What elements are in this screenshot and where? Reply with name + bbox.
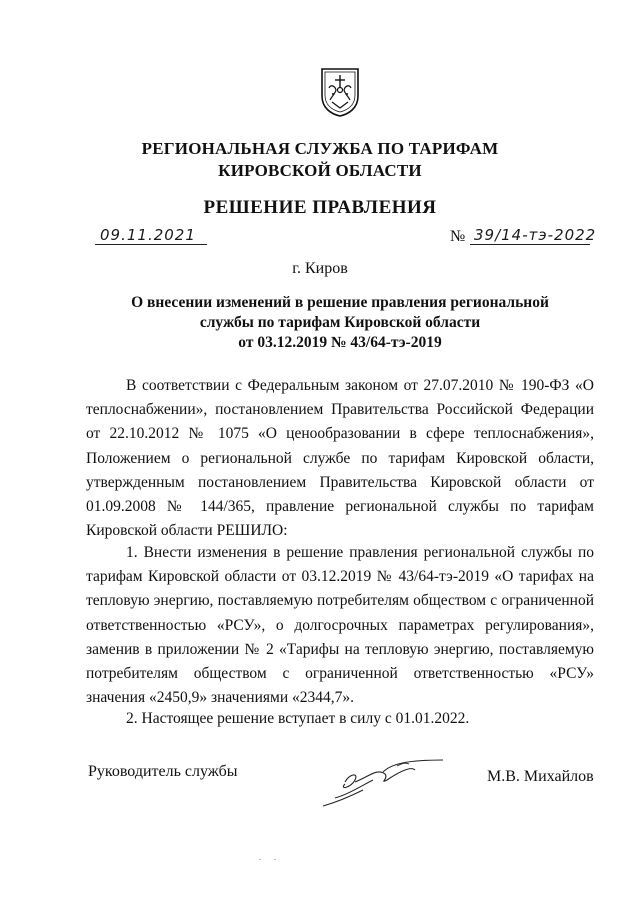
coat-of-arms-icon	[319, 66, 361, 118]
document-number: 39/14-тэ-2022	[474, 226, 597, 244]
number-underline	[470, 244, 590, 245]
document-date: 09.11.2021	[100, 226, 196, 244]
document-subject	[120, 293, 560, 353]
document-type-title: РЕШЕНИЕ ПРАВЛЕНИЯ	[203, 197, 437, 218]
subject-line3: от 03.12.2019 № 43/64-тэ-2019	[238, 334, 442, 351]
signature-image	[315, 752, 455, 812]
decision-item-1: 1. Внести изменения в решение правления региональной службы по тарифам Кировской области от 03.12.2019 № 43/64-тэ-2019 «О тарифах на тепловую энергию, поставляемую потребителям обществом с ограниченной ответственностью «РСУ», о долгосрочных параметрах регулирования», заменив в приложении № 2 «Тарифы на тепловую энергию, поставляемую потребителям обществом с ограниченной ответственностью «РСУ» значения «2450,9» значениями «2344,7».	[86, 544, 594, 707]
preamble-paragraph: В соответствии с Федеральным законом от 27.07.2010 № 190-ФЗ «О теплоснабжении», постановлением Правительства Российской Федерации от 22.10.2012 № 1075 «О ценообразовании в сфере теплоснабжения», Положением о региональной службе по тарифам Кировской области, утвержденным постановлением Правительства Кировской области от 01.09.2008 № 144/365, правление региональной службы по тарифам Кировской области РЕШИЛО:	[86, 377, 594, 540]
city-line: г. Киров	[292, 260, 348, 277]
date-underline	[95, 244, 207, 245]
decision-item-2: 2. Настоящее решение вступает в силу с 01.01.2022.	[126, 710, 470, 727]
number-sign: №	[450, 228, 466, 245]
signatory-name: М.В. Михайлов	[487, 768, 594, 785]
organization-name-line2: КИРОВСКОЙ ОБЛАСТИ	[218, 161, 422, 180]
organization-name-line1: РЕГИОНАЛЬНАЯ СЛУЖБА ПО ТАРИФАМ	[141, 139, 499, 158]
subject-line1: О внесении изменений в решение правления региональной	[131, 294, 549, 311]
subject-line2: службы по тарифам Кировской области	[199, 314, 481, 331]
signatory-title: Руководитель службы	[88, 763, 238, 780]
scan-speck	[258, 858, 278, 861]
